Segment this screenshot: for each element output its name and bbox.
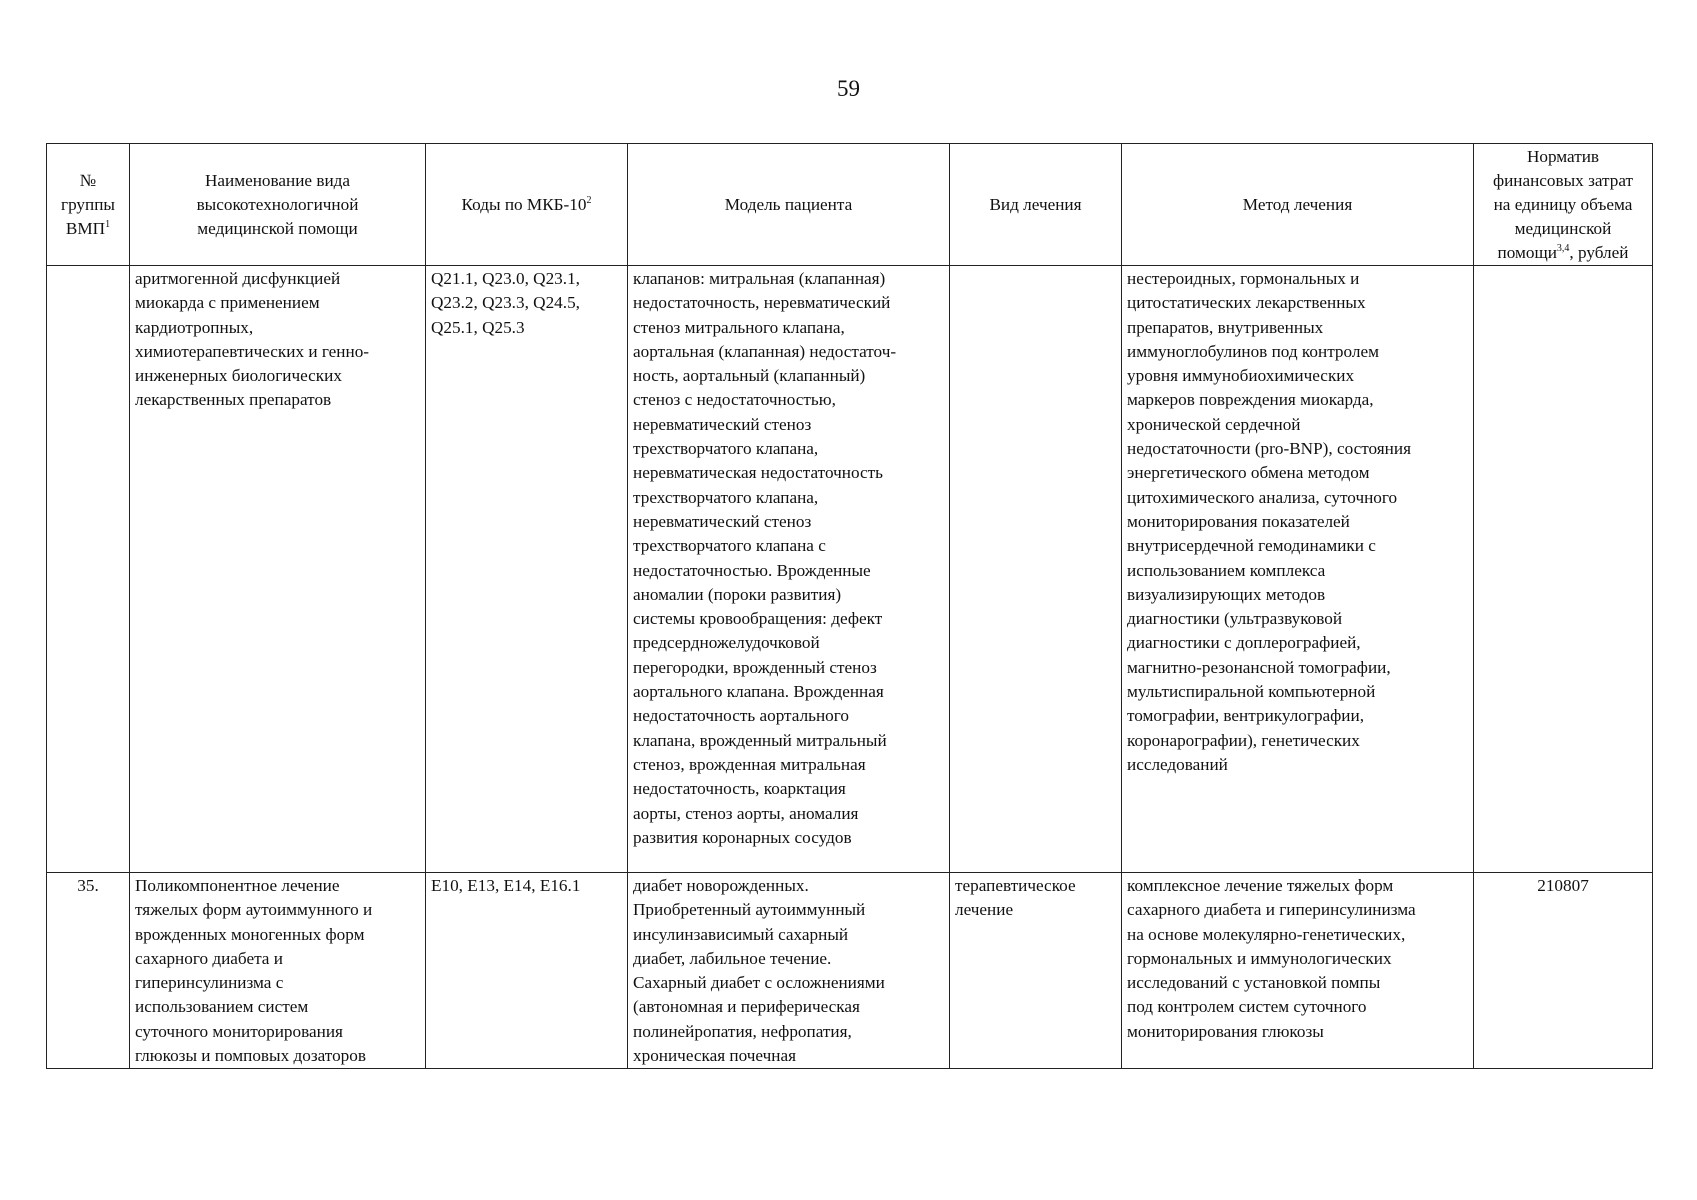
page-number: 59 [837,76,860,101]
medical-care-table [46,143,1653,1069]
cell-name: аритмогенной дисфункцией миокарда с применением кардиотропных, химиотерапевтических и генно- инженерных биологических лекарственных препаратов [130,266,426,873]
cell-type: терапевтическое лечение [950,873,1122,1069]
cell-model: диабет новорожденных. Приобретенный аутоиммунный инсулинзависимый сахарный диабет, лабильное течение. Сахарный диабет с осложнениями (автономная и периферическая полинейропатия, нефропатия, хроническая почечная [628,873,950,1069]
cell-group: 35. [47,873,130,1069]
cell-cost [1474,266,1653,873]
table-row [47,266,1653,873]
cell-name: Поликомпонентное лечение тяжелых форм аутоиммунного и врожденных моногенных форм сахарного диабета и гиперинсулинизма с использованием систем суточного мониторирования глюкозы и помповых дозаторов [130,873,426,1069]
header-type: Вид лечения [950,144,1122,266]
header-cost: Норматив финансовых затрат на единицу объема медицинской помощи$^{3,4}$, рублей [1474,144,1653,266]
header-group: № группы ВМП$^1$ [47,144,130,266]
cell-method: нестероидных, гормональных и цитостатических лекарственных препаратов, внутривенных иммуноглобулинов под контролем уровня иммунобиохимических маркеров повреждения миокарда, хронической сердечной недостаточности (pro-BNP), состояния энергетического обмена методом цитохимического анализа, суточного мониторирования показателей внутрисердечной гемодинамики с использованием комплекса визуализирующих методов диагностики (ультразвуковой диагностики с доплерографией, магнитно-резонансной томографии, мультиспиральной компьютерной томографии, вентрикулографии, коронарографии), генетических исследований [1122,266,1474,873]
cell-model: клапанов: митральная (клапанная) недостаточность, неревматический стеноз митрального клапана, аортальная (клапанная) недостаточ- ность, аортальный (клапанный) стеноз с недостаточностью, неревматический стеноз трехстворчатого клапана, неревматическая недостаточность трехстворчатого клапана, неревматический стеноз трехстворчатого клапана с недостаточностью. Врожденные аномалии (пороки развития) системы кровообращения: дефект предсердножелудочковой перегородки, врожденный стеноз аортального клапана. Врожденная недостаточность аортального клапана, врожденный митральный стеноз, врожденная митральная недостаточность, коарктация аорты, стеноз аорты, аномалия развития коронарных сосудов [628,266,950,873]
header-codes: Коды по МКБ-$10^2$ [426,144,628,266]
cell-codes: E10, E13, E14, E16.1 [426,873,628,1069]
table-row [47,873,1653,1069]
cell-method: комплексное лечение тяжелых форм сахарного диабета и гиперинсулинизма на основе молекулярно-генетических, гормональных и иммунологических исследований с установкой помпы под контролем систем суточного мониторирования глюкозы [1122,873,1474,1069]
cell-cost: 210807 [1474,873,1653,1069]
cell-codes: Q21.1, Q23.0, Q23.1, Q23.2, Q23.3, Q24.5, Q25.1, Q25.3 [426,266,628,873]
table-header-row [47,144,1653,266]
header-model: Модель пациента [628,144,950,266]
cell-type [950,266,1122,873]
cell-group [47,266,130,873]
header-method: Метод лечения [1122,144,1474,266]
header-name: Наименование вида высокотехнологичной медицинской помощи [130,144,426,266]
